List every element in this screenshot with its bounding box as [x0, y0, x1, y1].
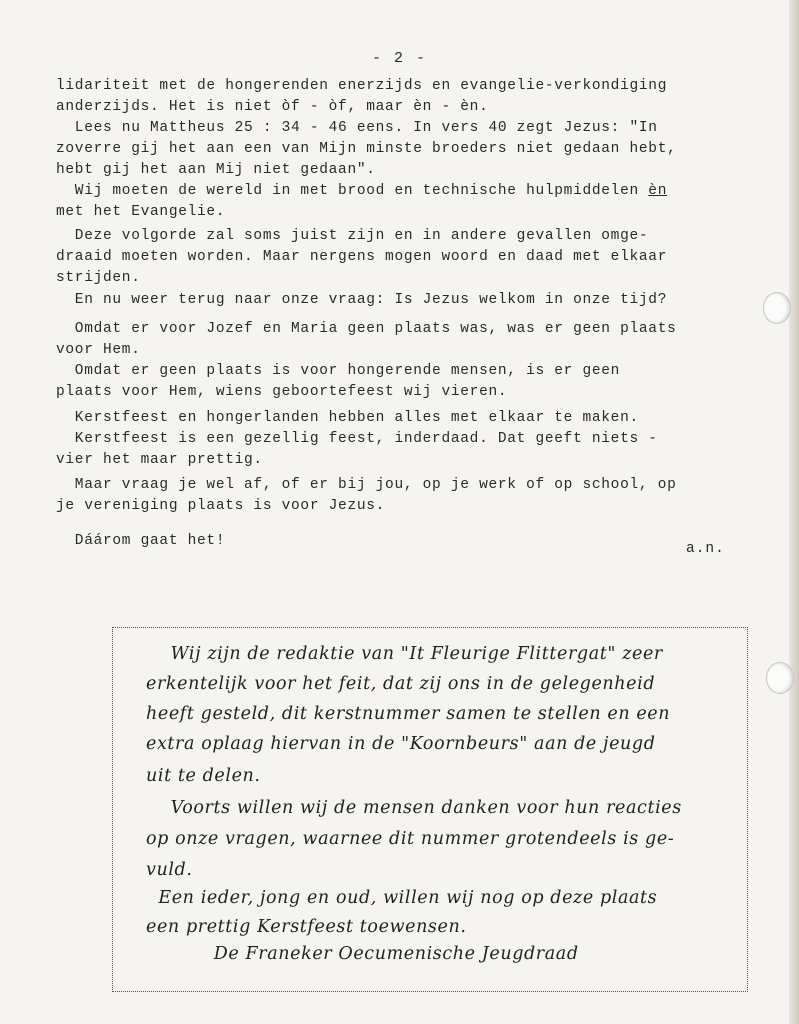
text-line: En nu weer terug naar onze vraag: Is Jezus welkom in onze tijd?: [56, 292, 668, 308]
text-line: Kerstfeest en hongerlanden hebben alles met elkaar te maken.: [56, 410, 639, 426]
text-line: Deze volgorde zal soms juist zijn en in andere gevallen omge-: [56, 228, 649, 244]
underlined-word: èn: [648, 183, 668, 199]
text-line: Dáárom gaat het!: [56, 533, 226, 549]
text-line: strijden.: [56, 270, 141, 286]
handwritten-line: Wij zijn de redaktie van "It Fleurige Flittergat" zeer: [146, 644, 663, 664]
text-line: je vereniging plaats is voor Jezus.: [56, 498, 386, 514]
handwritten-line: extra oplaag hiervan in de "Koornbeurs" aan de jeugd: [146, 734, 656, 754]
text-line: anderzijds. Het is niet òf - òf, maar èn - èn.: [56, 99, 489, 115]
page-edge: [789, 0, 799, 1024]
text-line: met het Evangelie.: [56, 204, 226, 220]
text-line: draaid moeten worden. Maar nergens mogen woord en daad met elkaar: [56, 249, 668, 265]
punch-hole: [766, 662, 794, 694]
handwritten-line: op onze vragen, waarnee dit nummer grotendeels is ge-: [146, 829, 675, 849]
handwritten-line: vuld.: [146, 860, 193, 880]
text-line: Omdat er voor Jozef en Maria geen plaats was, was er geen plaats: [56, 321, 677, 337]
handwritten-line: erkentelijk voor het feit, dat zij ons in de gelegenheid: [146, 674, 656, 694]
handwritten-line: De Franeker Oecumenische Jeugdraad: [146, 944, 579, 964]
text-line: zoverre gij het aan een van Mijn minste broeders niet gedaan hebt,: [56, 141, 677, 157]
handwritten-line: een prettig Kerstfeest toewensen.: [146, 917, 467, 937]
text-line: Lees nu Mattheus 25 : 34 - 46 eens. In vers 40 zegt Jezus: "In: [56, 120, 658, 136]
text-line: Maar vraag je wel af, of er bij jou, op je werk of op school, op: [56, 477, 677, 493]
handwritten-line: Een ieder, jong en oud, willen wij nog op deze plaats: [146, 888, 658, 908]
text-line: Omdat er geen plaats is voor hongerende mensen, is er geen: [56, 363, 621, 379]
signature-initials: a.n.: [686, 541, 725, 557]
punch-hole: [763, 292, 791, 324]
text-line-part: Wij moeten de wereld in met brood en technische hulpmiddelen: [56, 183, 649, 199]
handwritten-line: Voorts willen wij de mensen danken voor hun reacties: [146, 798, 682, 818]
text-line: vier het maar prettig.: [56, 452, 263, 468]
handwritten-line: heeft gesteld, dit kerstnummer samen te stellen en een: [146, 704, 671, 724]
page-number: - 2 -: [371, 50, 427, 67]
handwritten-line: uit te delen.: [146, 766, 261, 786]
text-line: voor Hem.: [56, 342, 141, 358]
text-line: hebt gij het aan Mij niet gedaan".: [56, 162, 376, 178]
text-line: [56, 181, 756, 202]
text-line: Kerstfeest is een gezellig feest, inderdaad. Dat geeft niets -: [56, 431, 658, 447]
text-line: plaats voor Hem, wiens geboortefeest wij vieren.: [56, 384, 508, 400]
text-line: lidariteit met de hongerenden enerzijds en evangelie-verkondiging: [56, 78, 668, 94]
